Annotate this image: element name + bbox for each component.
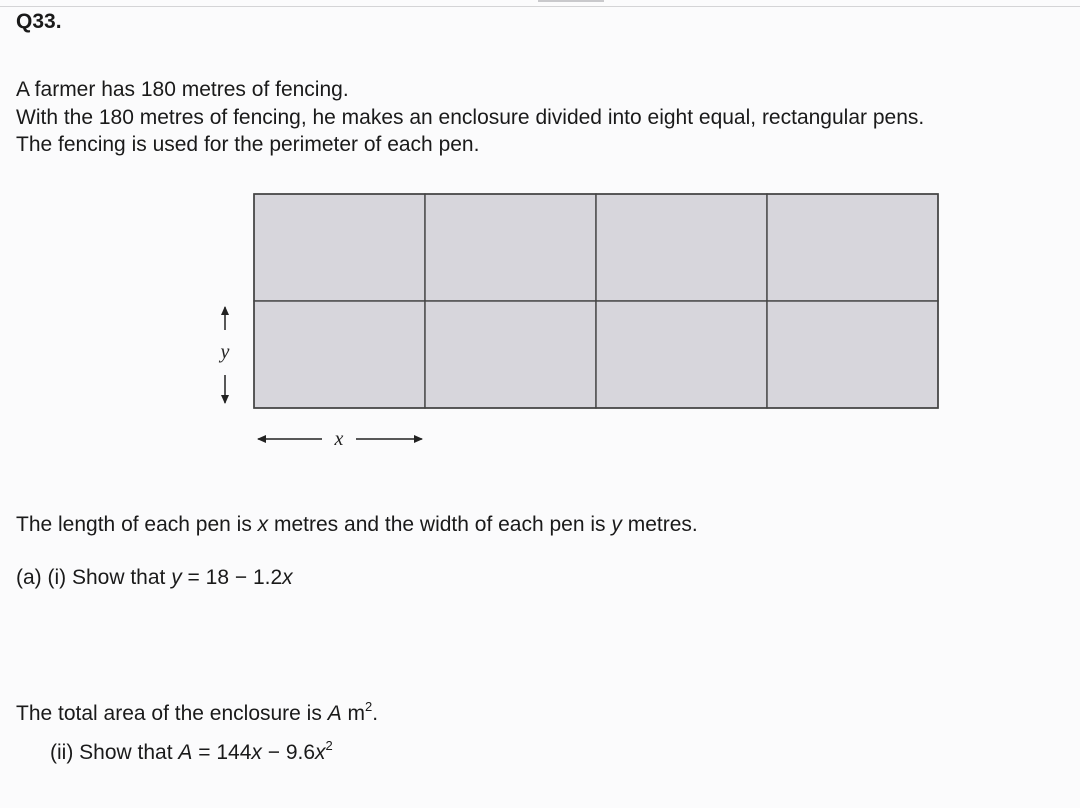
part-a-ii-exponent: 2: [325, 738, 333, 753]
part-a-i: [16, 566, 293, 590]
part-a-ii-var-x-1: x: [251, 741, 262, 764]
pen-cell-r1-c2: [425, 194, 596, 301]
area-period: .: [372, 702, 379, 725]
intro-line-2: With the 180 metres of fencing, he makes an enclosure divided into eight equal, rectangular pens.: [16, 105, 925, 129]
part-a-i-var-x: x: [282, 566, 293, 589]
part-a-i-expression: = 18 − 1.2: [181, 566, 283, 589]
area-text: The total area of the enclosure is: [16, 702, 328, 725]
pen-cell-r1-c3: [596, 194, 767, 301]
pen-grid: [254, 194, 938, 408]
statement-text-1: The length of each pen is: [16, 513, 258, 536]
part-a-i-prefix: (a) (i) Show that: [16, 566, 172, 589]
pen-cell-r2-c2: [425, 301, 596, 408]
part-a-ii-term-1: = 144: [192, 741, 252, 764]
pen-cell-r2-c1: [254, 301, 425, 408]
area-unit-exponent: 2: [365, 699, 373, 714]
pen-cell-r2-c3: [596, 301, 767, 408]
area-var-a: A: [327, 702, 342, 725]
pen-cell-r1-c4: [767, 194, 938, 301]
part-a-ii-var-x-2: x: [315, 741, 326, 764]
pen-cell-r1-c1: [254, 194, 425, 301]
area-unit: m: [341, 702, 366, 725]
question-number: Q33.: [16, 10, 62, 33]
part-a-ii: [50, 738, 333, 765]
intro-line-3: The fencing is used for the perimeter of each pen.: [16, 133, 480, 156]
statement-text-3: metres.: [621, 513, 698, 536]
pen-cell-r2-c4: [767, 301, 938, 408]
statement-var-y: y: [611, 513, 622, 536]
x-label: x: [334, 428, 344, 450]
y-label: y: [220, 341, 230, 363]
intro-line-1: A farmer has 180 metres of fencing.: [16, 78, 349, 101]
statement-var-x: x: [257, 513, 269, 536]
part-a-ii-prefix: (ii) Show that: [50, 741, 179, 764]
dimensions-statement: [16, 513, 698, 537]
statement-text-2: metres and the width of each pen is: [268, 513, 612, 536]
part-a-ii-var-a: A: [178, 741, 193, 764]
area-statement: [16, 699, 379, 726]
part-a-ii-term-2: − 9.6: [261, 741, 316, 764]
part-a-i-var-y: y: [171, 566, 182, 589]
